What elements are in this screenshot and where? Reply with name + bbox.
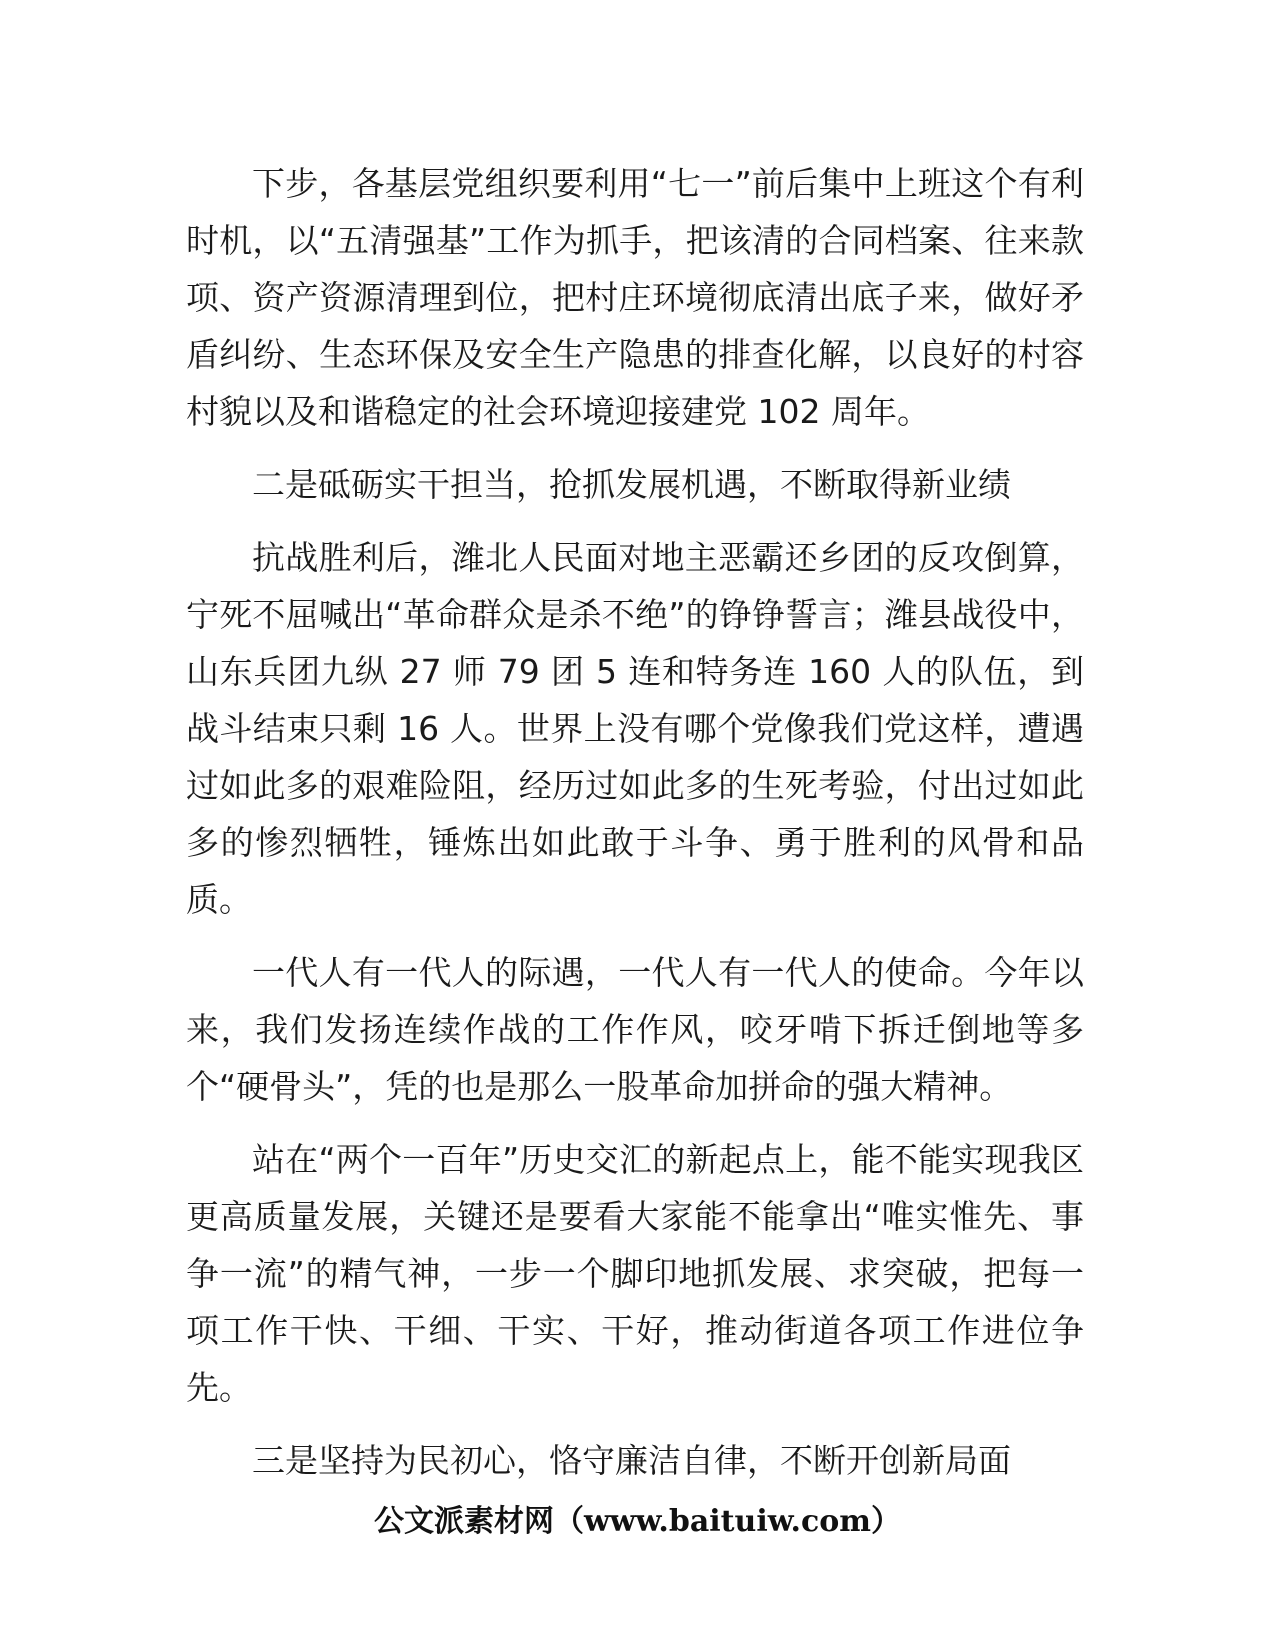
paragraph-3: 抗战胜利后，潍北人民面对地主恶霸还乡团的反攻倒算，宁死不屈喊出“革命群众是杀不绝”的铮铮誓言；潍县战役中，山东兵团九纵 27 师 79 团 5 连和特务连 160 人的队伍，到战斗结束只剩 16 人。世界上没有哪个党像我们党这样，遭遇过如此多的艰难险阻，经历过如此多的生死考验，付出过如此多的惨烈牺牲，锤炼出如此敢于斗争、勇于胜利的风骨和品质。 <box>186 538 1084 919</box>
paragraph-1: 下步，各基层党组织要利用“七一”前后集中上班这个有利时机，以“五清强基”工作为抓手，把该清的合同档案、往来款项、资产资源清理到位，把村庄环境彻底清出底子来，做好矛盾纠纷、生态环保及安全生产隐患的排查化解，以良好的村容村貌以及和谐稳定的社会环境迎接建党 102 周年。 <box>186 164 1084 431</box>
section-heading-3: 三是坚持为民初心，恪守廉洁自律，不断开创新局面 <box>252 1441 1011 1480</box>
page-footer-watermark: 公文派素材网（www.baituiw.com） <box>373 1504 902 1539</box>
paragraph-4: 一代人有一代人的际遇，一代人有一代人的使命。今年以来，我们发扬连续作战的工作作风，咬牙啃下拆迁倒地等多个“硬骨头”，凭的也是那么一股革命加拼命的强大精神。 <box>186 953 1084 1106</box>
paragraph-5: 站在“两个一百年”历史交汇的新起点上，能不能实现我区更高质量发展，关键还是要看大家能不能拿出“唯实惟先、事争一流”的精气神，一步一个脚印地抓发展、求突破，把每一项工作干快、干细、干实、干好，推动街道各项工作进位争先。 <box>186 1140 1084 1407</box>
document-body <box>186 155 1084 1505</box>
section-heading-2: 二是砥砺实干担当，抢抓发展机遇，不断取得新业绩 <box>252 465 1011 504</box>
